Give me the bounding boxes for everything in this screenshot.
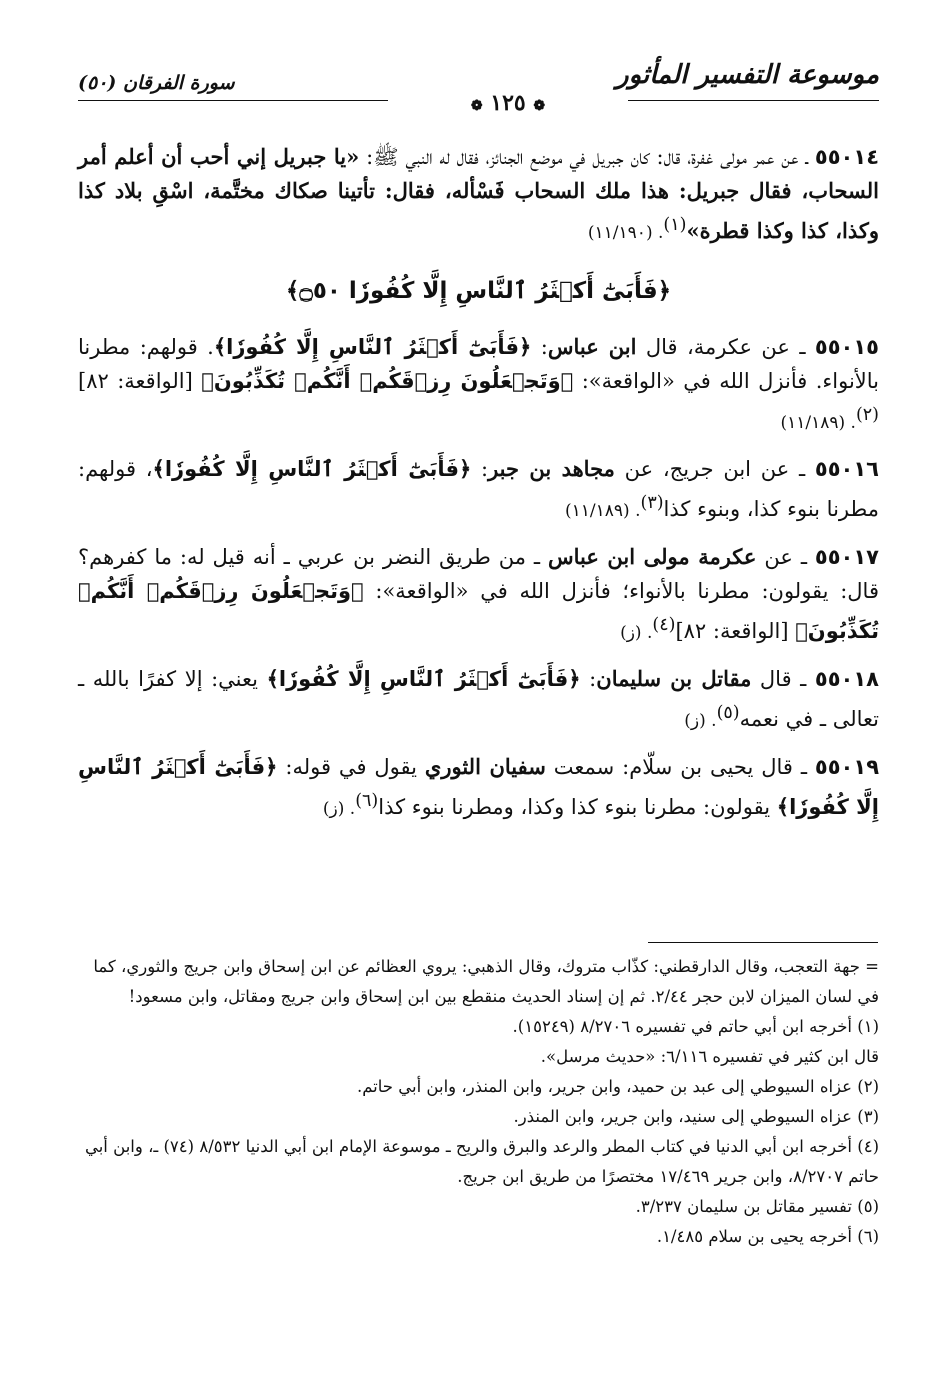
page-header	[78, 60, 879, 116]
entry-55016	[78, 452, 879, 528]
quran-verse: ﴿وَتَجۡعَلُونَ رِزۡقَكُمۡ أَنَّكُمۡ تُكَذِّبُونَ﴾	[201, 369, 574, 393]
page-number: ١٢٥	[490, 90, 526, 116]
quran-verse: ﴿فَأَبَىٰٓ أَكۡثَرُ ٱلنَّاسِ إِلَّا كُفُورٗا﴾	[78, 755, 879, 819]
entry-text: :	[531, 335, 548, 359]
footnote-marker[interactable]: (٥)	[716, 703, 740, 723]
volume-reference: . (ز)	[684, 711, 717, 731]
entry-55015	[78, 330, 879, 440]
entry-55017	[78, 540, 879, 650]
surah-title: سورة الفرقان (٥٠)	[78, 72, 235, 94]
entry-text: ـ عن عمر مولى غفرة، قال: كان جبريل في موضع الجنائز، فقال له النبي ﷺ:	[359, 145, 815, 169]
ornament-icon: ❁	[533, 98, 546, 114]
footnote-2: (٢) عزاه السيوطي إلى عبد بن حميد، وابن جرير، وابن المنذر، وابن أبي حاتم.	[356, 1077, 879, 1096]
entry-text: ـ عن	[756, 545, 815, 569]
quran-verse: ﴿وَتَجۡعَلُونَ رِزۡقَكُمۡ أَنَّكُمۡ تُكَذِّبُونَ﴾	[78, 579, 879, 643]
narrator-name: عكرمة مولى ابن عباس	[547, 544, 757, 569]
narrator-name: مقاتل بن سليمان	[596, 666, 752, 691]
page-body	[78, 140, 879, 838]
footnote-5: (٥) تفسير مقاتل بن سليمان ٣/٢٣٧.	[635, 1197, 879, 1216]
footnote-3: (٣) عزاه السيوطي إلى سنيد، وابن جرير، وابن المنذر.	[513, 1107, 879, 1126]
hadith-quote: «يا جبريل إني أحب أن أعلم أمر السحاب، فقال جبريل: هذا ملك السحاب فَسْأله، فقال: تأتينا صكاك مختَّمة، اسْقِ بلاد كذا وكذا، كذا وكذا قطرة»	[78, 144, 879, 243]
footnote-marker[interactable]: (٤)	[652, 615, 676, 635]
entry-number: ٥٥٠١٤	[814, 145, 880, 169]
entry-text: . قولهم: مطرنا بالأنواء. فأنزل الله في «الواقعة»:	[78, 335, 880, 393]
footnote-divider	[648, 942, 878, 943]
footnotes-section	[78, 952, 879, 1252]
footnote-6: (٦) أخرجه يحيى بن سلام ١/٤٨٥.	[656, 1227, 879, 1246]
entry-text: :	[471, 457, 489, 481]
volume-reference: . (ز)	[620, 623, 653, 643]
entry-number: ٥٥٠١٩	[814, 755, 880, 779]
footnote-marker[interactable]: (١)	[663, 215, 687, 235]
quran-verse: ﴿فَأَبَىٰٓ أَكۡثَرُ ٱلنَّاسِ إِلَّا كُفُورٗا﴾	[213, 335, 532, 359]
volume-reference: . (١١/١٩٠)	[587, 223, 664, 243]
entry-text: ـ عن ابن جريج، عن	[614, 457, 815, 481]
entry-text: ـ من طريق النضر بن عربي ـ أنه قيل له: ما كفرهم؟ قال: يقولون: مطرنا بالأنواء؛ فأنزل الله في «الواقعة»:	[78, 545, 879, 603]
footnote-1-note: قال ابن كثير في تفسيره ٦/١١٦: «حديث مرسل».	[540, 1047, 879, 1066]
entry-number: ٥٥٠١٨	[814, 667, 879, 691]
quran-verse: ﴿فَأَبَىٰٓ أَكۡثَرُ ٱلنَّاسِ إِلَّا كُفُورٗا﴾	[152, 457, 472, 481]
entry-number: ٥٥٠١٦	[814, 457, 879, 481]
quran-verse: ﴿فَأَبَىٰٓ أَكۡثَرُ ٱلنَّاسِ إِلَّا كُفُورٗا﴾	[266, 667, 581, 691]
entry-text: ـ قال	[751, 667, 815, 691]
footnote-4: (٤) أخرجه ابن أبي الدنيا في كتاب المطر والرعد والبرق والريح ـ موسوعة الإمام ابن أبي الدنيا ٨/٥٣٢ (٧٤) ـ، وابن أبي حاتم ٨/٢٧٠٧، وابن جرير ١٧/٤٦٩ مختصرًا من طريق ابن جريج.	[84, 1137, 879, 1186]
book-title: موسوعة التفسير المأثور	[616, 60, 879, 90]
footnote-marker[interactable]: (٢)	[855, 405, 879, 425]
entry-55019	[78, 750, 879, 826]
volume-reference: . (ز)	[322, 799, 356, 819]
entry-number: ٥٥٠١٥	[814, 335, 879, 359]
entry-text: يقول في قوله:	[277, 755, 425, 779]
entry-text: ـ عن عكرمة، قال	[636, 335, 815, 359]
entry-text: يعني: إلا كفرًا بالله ـ تعالى ـ في نعمه	[78, 667, 879, 731]
verse-heading: ﴿فَأَبَىٰٓ أَكۡثَرُ ٱلنَّاسِ إِلَّا كُفُورٗا ۝٥٠﴾	[285, 278, 672, 304]
entry-text: يقولون: مطرنا بنوء كذا وكذا، ومطرنا بنوء كذا	[378, 795, 777, 819]
entry-text: ، قولهم: مطرنا بنوء كذا، وبنوء كذا	[78, 457, 879, 521]
narrator-name: مجاهد بن جبر	[488, 456, 615, 481]
footnote-1: (١) أخرجه ابن أبي حاتم في تفسيره ٨/٢٧٠٦ (١٥٢٤٩).	[512, 1017, 879, 1036]
narrator-name: ابن عباس	[547, 334, 637, 359]
entry-text: [الواقعة: ٨٢]	[675, 619, 796, 643]
entry-text: [الواقعة: ٨٢]	[78, 369, 202, 393]
footnote-marker[interactable]: (٣)	[640, 493, 664, 513]
entry-text: :	[580, 667, 597, 691]
narrator-name: سفيان الثوري	[424, 754, 546, 779]
entry-55018	[78, 662, 879, 738]
footnote-continuation: = جهة التعجب، وقال الدارقطني: كذّاب متروك، وقال الذهبي: يروي العظائم عن ابن إسحاق وابن جريج والثوري، كما في لسان الميزان لابن حجر ٢/٤٤. ثم إن إسناد الحديث منقطع بين ابن إسحاق وابن جريج ومقاتل، وابن مسعود!	[93, 957, 879, 1006]
volume-reference: . (١١/١٨٩)	[565, 501, 641, 521]
footnote-marker[interactable]: (٦)	[355, 791, 379, 811]
volume-reference: . (١١/١٨٩)	[780, 413, 856, 433]
entry-55014	[78, 140, 879, 250]
page-number-box	[388, 90, 628, 114]
entry-text: ـ قال يحيى بن سلّام: سمعت	[545, 755, 815, 779]
entry-number: ٥٥٠١٧	[814, 545, 879, 569]
ornament-icon: ❁	[470, 98, 483, 114]
